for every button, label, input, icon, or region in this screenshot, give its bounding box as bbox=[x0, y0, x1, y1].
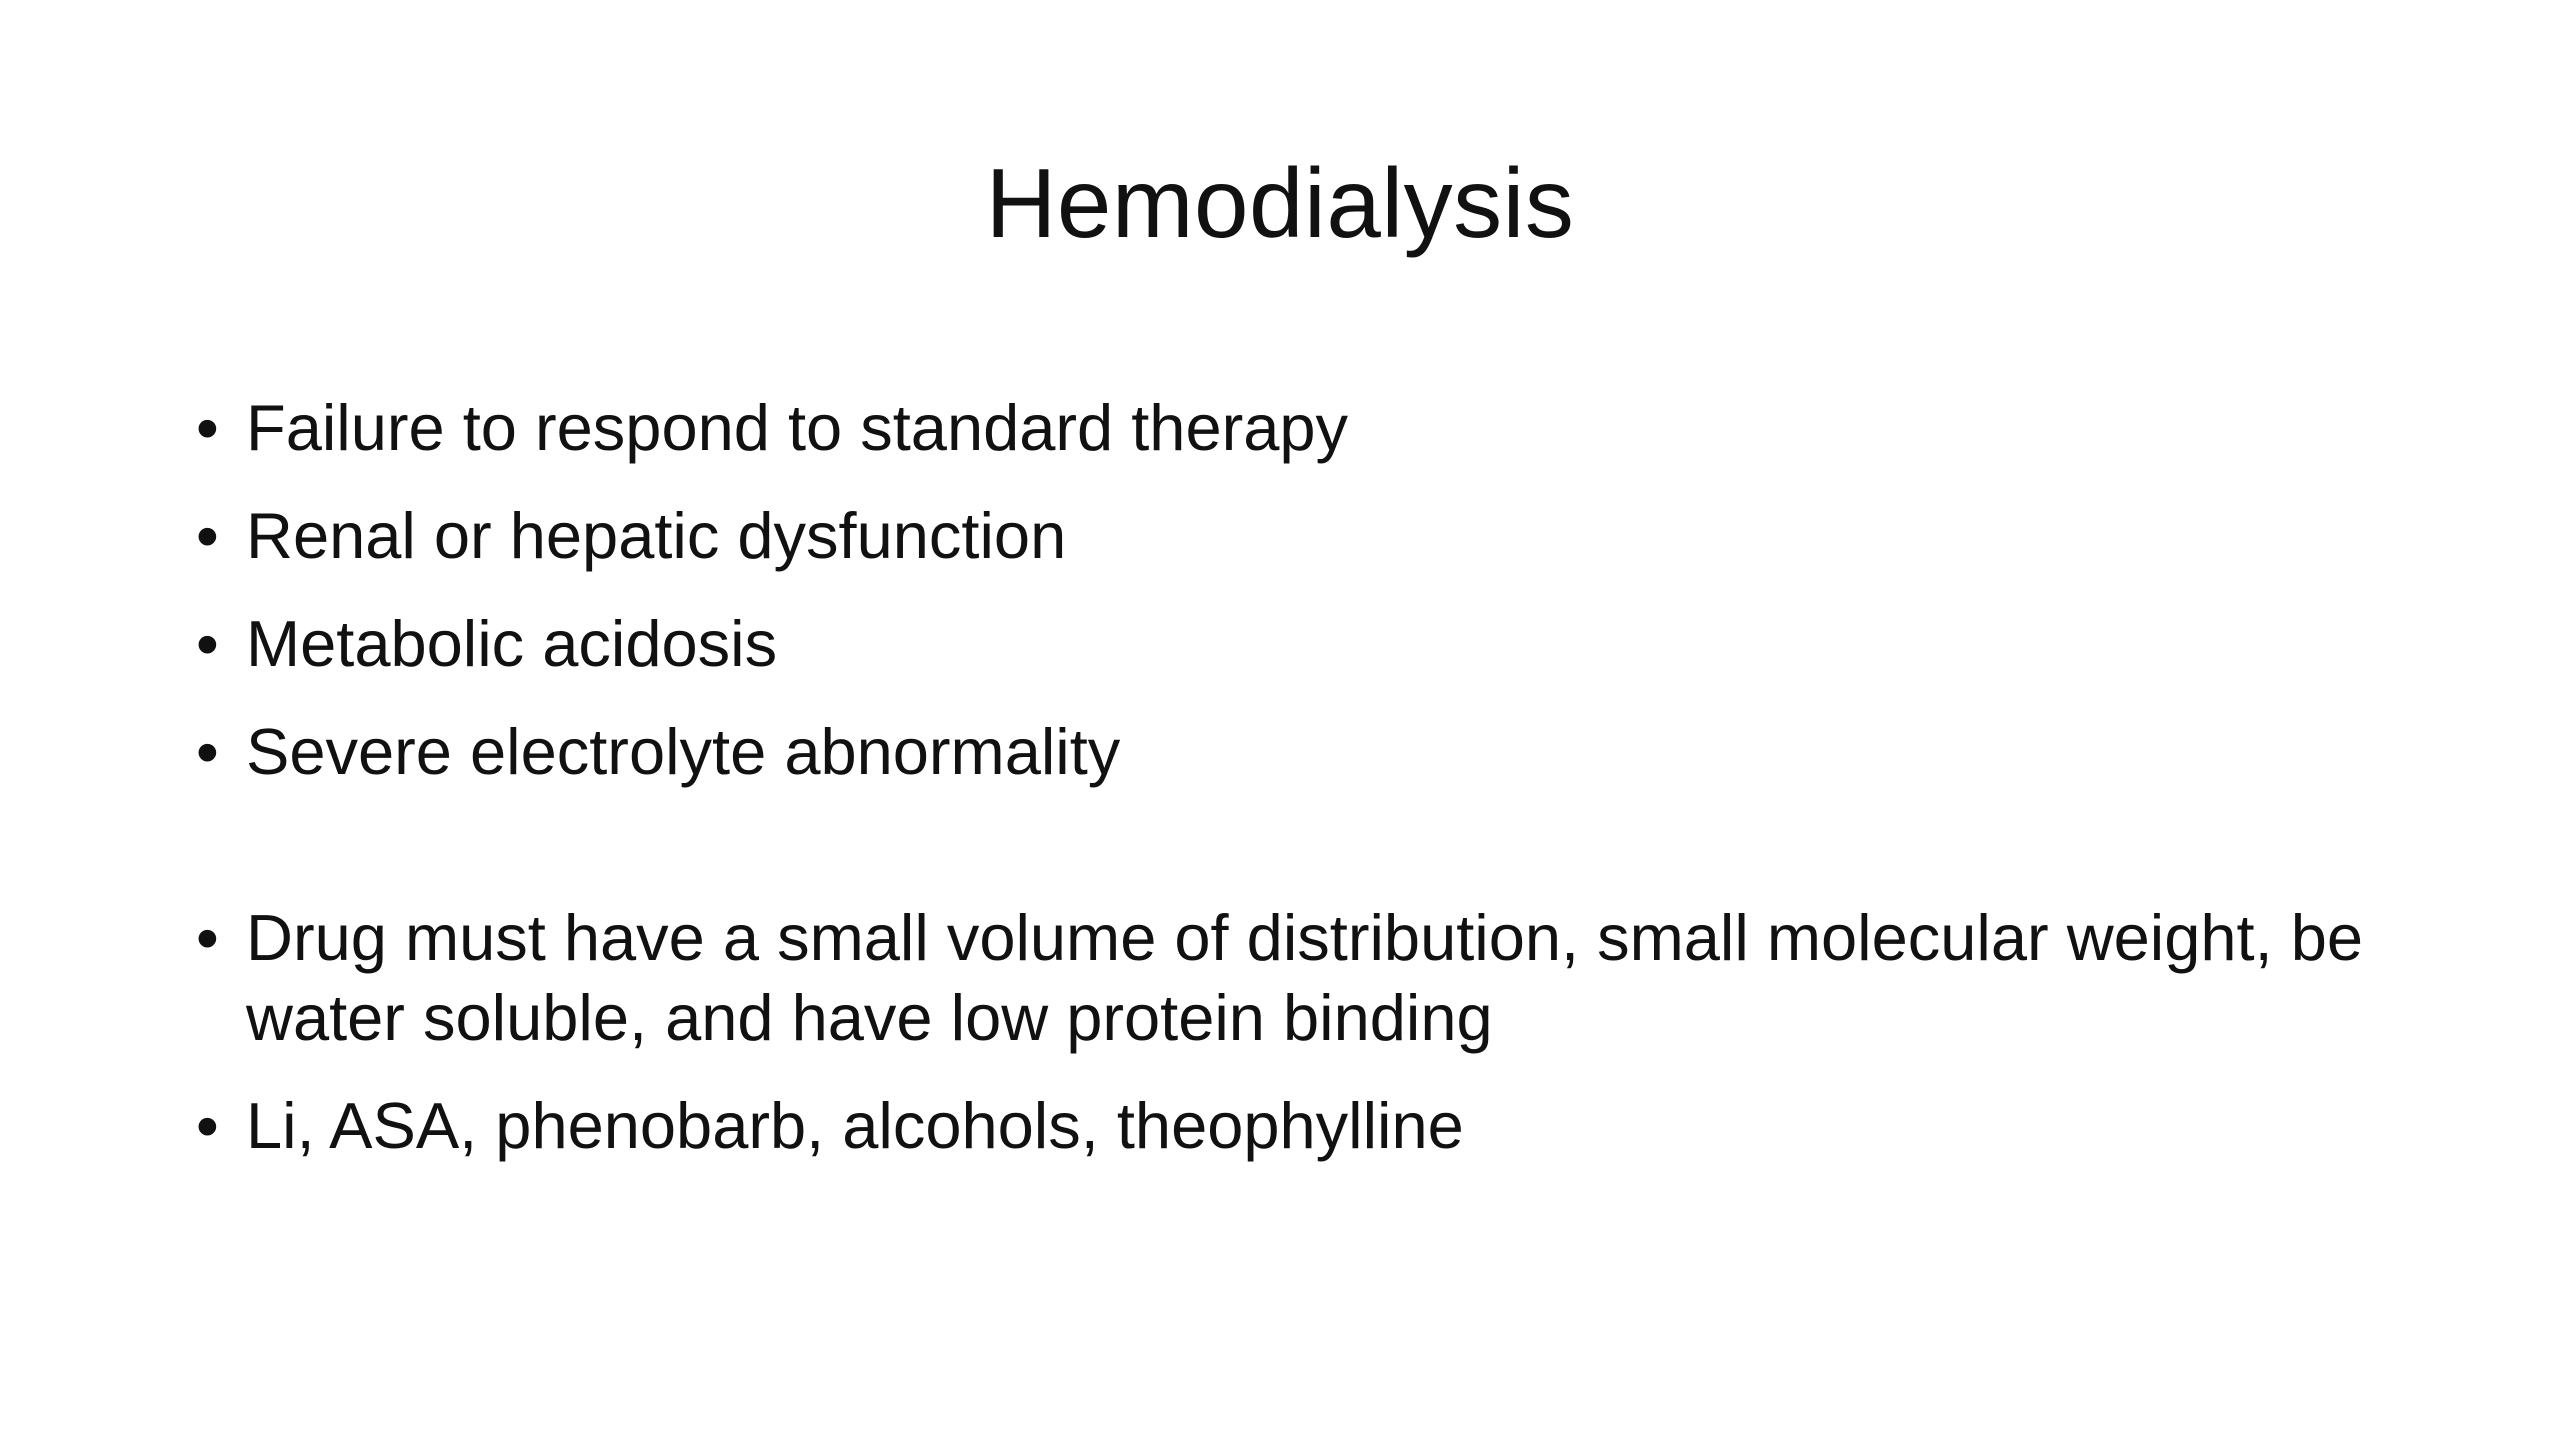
bullet-text: Severe electrolyte abnormality bbox=[246, 715, 1121, 788]
bullet-icon: • bbox=[196, 499, 219, 572]
bullet-icon: • bbox=[196, 901, 219, 974]
bullet-text: Renal or hepatic dysfunction bbox=[246, 499, 1067, 572]
bullet-icon: • bbox=[196, 607, 219, 680]
bullet-list bbox=[196, 388, 2396, 1194]
bullet-text: Failure to respond to standard therapy bbox=[246, 391, 1349, 464]
slide-title: Hemodialysis bbox=[985, 148, 1575, 258]
bullet-item bbox=[196, 496, 2396, 576]
bullet-item bbox=[196, 388, 2396, 468]
bullet-text: Drug must have a small volume of distribution, small molecular weight, be water soluble, and have low protein binding bbox=[246, 901, 2364, 1054]
bullet-item bbox=[196, 898, 2396, 1058]
bullet-text: Li, ASA, phenobarb, alcohols, theophylline bbox=[246, 1089, 1464, 1162]
bullet-icon: • bbox=[196, 715, 219, 788]
bullet-item bbox=[196, 712, 2396, 792]
bullet-text: Metabolic acidosis bbox=[246, 607, 778, 680]
bullet-icon: • bbox=[196, 391, 219, 464]
bullet-item bbox=[196, 604, 2396, 684]
bullet-item bbox=[196, 1086, 2396, 1166]
bullet-icon: • bbox=[196, 1089, 219, 1162]
